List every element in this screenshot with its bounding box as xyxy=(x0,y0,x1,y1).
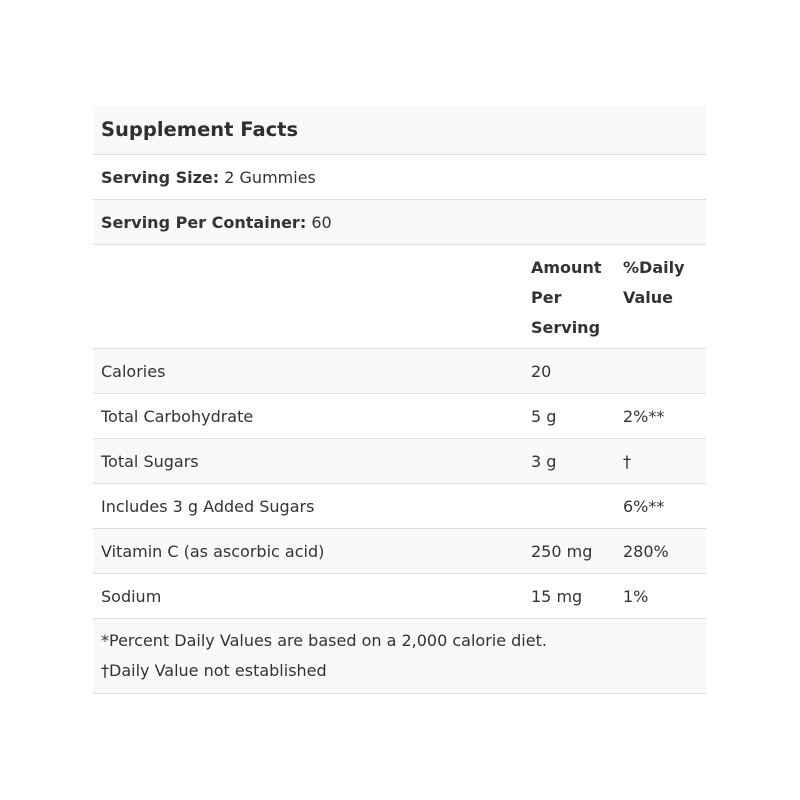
table-row xyxy=(93,573,706,618)
nutrient-daily-value: 1% xyxy=(623,587,649,606)
column-header-row xyxy=(93,244,706,348)
table-row xyxy=(93,528,706,573)
nutrient-name: Calories xyxy=(101,362,166,381)
nutrient-amount: 3 g xyxy=(531,452,557,471)
daily-value-header: %Daily Value xyxy=(623,258,685,307)
nutrient-name: Sodium xyxy=(101,587,162,606)
nutrient-name: Total Carbohydrate xyxy=(101,407,254,426)
serving-size-value: 2 Gummies xyxy=(224,168,316,187)
supplement-facts-title: Supplement Facts xyxy=(93,106,706,154)
supplement-facts-table xyxy=(93,106,706,694)
nutrient-amount: 20 xyxy=(531,362,552,381)
nutrient-amount: 250 mg xyxy=(531,542,593,561)
footnote-daily-values: *Percent Daily Values are based on a 2,000 calorie diet. xyxy=(101,631,547,650)
amount-per-serving-header: Amount Per Serving xyxy=(531,258,602,337)
nutrient-daily-value: † xyxy=(623,452,631,471)
servings-per-container-row xyxy=(93,199,706,244)
nutrient-name: Total Sugars xyxy=(101,452,199,471)
serving-size-label: Serving Size: xyxy=(101,168,220,187)
servings-per-container-label: Serving Per Container: xyxy=(101,213,307,232)
serving-size-row xyxy=(93,154,706,199)
table-row xyxy=(93,483,706,528)
nutrient-daily-value: 2%** xyxy=(623,407,665,426)
footnote-not-established: †Daily Value not established xyxy=(101,661,327,680)
nutrient-name: Vitamin C (as ascorbic acid) xyxy=(101,542,325,561)
table-row xyxy=(93,438,706,483)
nutrient-amount: 15 mg xyxy=(531,587,583,606)
nutrient-name: Includes 3 g Added Sugars xyxy=(101,497,315,516)
footnotes xyxy=(93,618,706,693)
nutrient-amount: 5 g xyxy=(531,407,557,426)
nutrient-daily-value: 280% xyxy=(623,542,669,561)
nutrient-daily-value: 6%** xyxy=(623,497,665,516)
table-row xyxy=(93,348,706,393)
servings-per-container-value: 60 xyxy=(311,213,332,232)
table-row xyxy=(93,393,706,438)
